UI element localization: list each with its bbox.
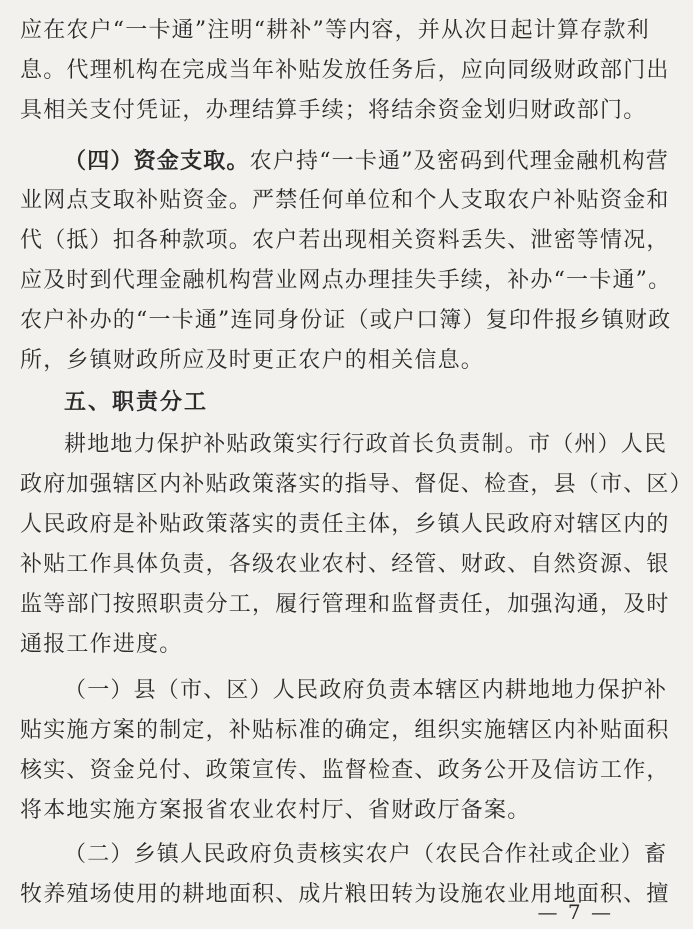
text-line-5: 业网点支取补贴资金。严禁任何单位和个人支取农户补贴资金和 — [20, 188, 670, 213]
text-line-7: 应及时到代理金融机构营业网点办理挂失手续，补办“一卡通”。 — [20, 268, 672, 293]
text-line-4 — [20, 146, 669, 177]
page-number: — 7 — — [537, 900, 613, 924]
text-line-8: 农户补办的“一卡通”连同身份证（或户口簿）复印件报乡镇财政 — [20, 308, 672, 333]
text-line-1: 应在农户“一卡通”注明“耕补”等内容，并从次日起计算存款利 — [20, 18, 650, 43]
section-heading-text: 五、职责分工 — [64, 390, 209, 415]
subsection-label: （四）资金支取。 — [64, 148, 250, 174]
text-line-20 — [20, 840, 668, 870]
text-line-2: 息。代理机构在完成当年补贴发放任务后，应向同级财政部门出 — [20, 58, 670, 83]
subsection-text: 农户持“一卡通”及密码到代理金融机构营 — [249, 149, 669, 174]
text-line-3: 具相关支付凭证，办理结算手续；将结余资金划归财政部门。 — [20, 98, 647, 123]
text-line-10 — [20, 430, 668, 460]
text-line-17: 贴实施方案的制定，补贴标准的确定，组织实施辖区内补贴面积 — [20, 718, 670, 743]
text-line-19: 将本地实施方案报省农业农村厅、省财政厅备案。 — [20, 798, 531, 823]
text-line-11: 政府加强辖区内补贴政策落实的指导、督促、检查，县（市、区） — [20, 472, 693, 497]
text-line-18: 核实、资金兑付、政策宣传、监督检查、政务公开及信访工作， — [20, 758, 670, 783]
text-line-9: 所，乡镇财政所应及时更正农户的相关信息。 — [20, 348, 485, 373]
paragraph-start: （二）乡镇人民政府负责核实农户（农民合作社或企业）畜 — [64, 842, 668, 867]
text-line-15: 通报工作进度。 — [20, 632, 183, 657]
text-line-16 — [20, 676, 668, 706]
text-line-12: 人民政府是补贴政策落实的责任主体，乡镇人民政府对辖区内的 — [20, 512, 670, 537]
text-line-13: 补贴工作具体负责，各级农业农村、经管、财政、自然资源、银 — [20, 552, 670, 577]
paragraph-start: 耕地地力保护补贴政策实行行政首长负责制。市（州）人民 — [64, 432, 668, 457]
text-line-21: 牧养殖场使用的耕地面积、成片粮田转为设施农业用地面积、擅 — [20, 882, 670, 907]
paragraph-start: （一）县（市、区）人民政府负责本辖区内耕地地力保护补 — [64, 678, 668, 703]
text-line-6: 代（抵）扣各种款项。农户若出现相关资料丢失、泄密等情况， — [20, 228, 670, 253]
text-line-14: 监等部门按照职责分工，履行管理和监督责任，加强沟通，及时 — [20, 592, 670, 617]
section-heading — [20, 388, 618, 418]
